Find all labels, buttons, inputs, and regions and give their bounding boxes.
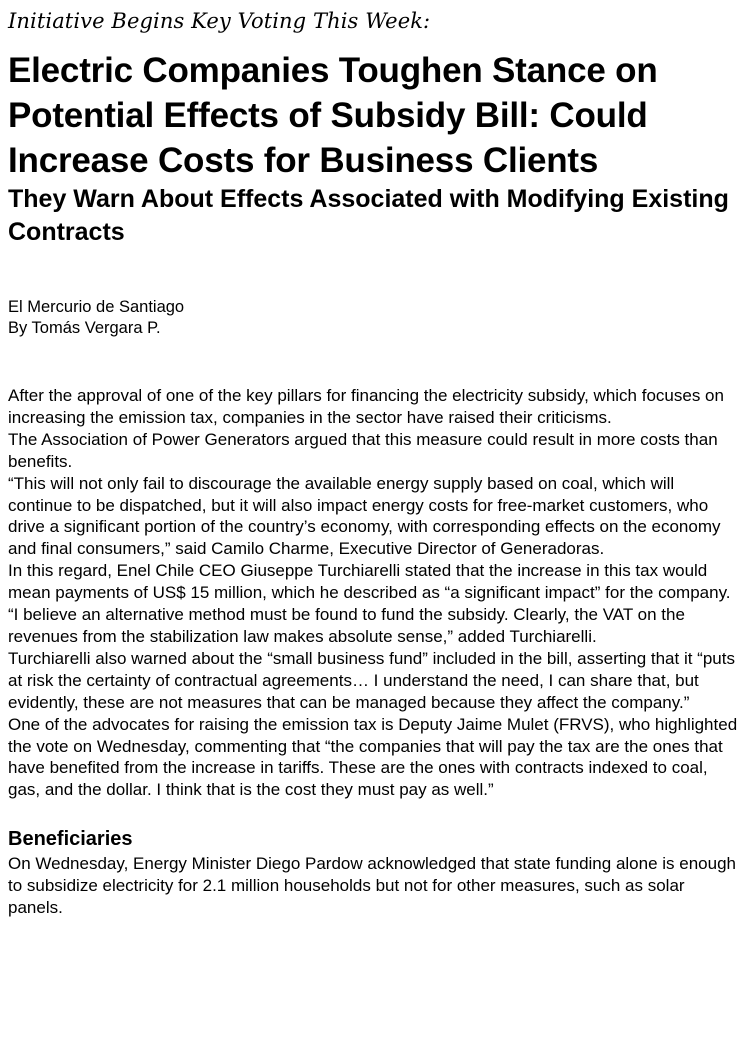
body-paragraph: One of the advocates for raising the emission tax is Deputy Jaime Mulet (FRVS), who highlighted the vote on Wednesday, commenting that “the companies that will pay the tax are the ones that have benefited from the increase in tariffs. These are the ones with contracts indexed to coal, gas, and the dollar. I think that is the cost they must pay as well.” xyxy=(8,714,738,800)
author-name: By Tomás Vergara P. xyxy=(8,319,161,337)
body-paragraph: “This will not only fail to discourage the available energy supply based on coal, which will continue to be dispatched, but it will also impact energy costs for free-market customers, who drive a significant portion of the country’s economy, with corresponding effects on the economy and final consumers,” said Camilo Charme, Executive Director of Generadoras. xyxy=(8,473,721,559)
body-paragraph: In this regard, Enel Chile CEO Giuseppe Turchiarelli stated that the increase in this tax would mean payments of US$ 15 million, which he described as “a significant impact” for the company. xyxy=(8,561,731,603)
body-paragraph: Turchiarelli also warned about the “small business fund” included in the bill, asserting that it “puts at risk the certainty of contractual agreements… I understand the need, I can share that, but evidently, these are not measures that can be managed because they affect the company.” xyxy=(8,648,735,712)
article-subheadline: They Warn About Effects Associated with Modifying Existing Contracts xyxy=(8,185,729,246)
byline xyxy=(8,297,742,339)
body-paragraph: After the approval of one of the key pillars for financing the electricity subsidy, which focuses on increasing the emission tax, companies in the sector have raised their criticisms. xyxy=(8,386,724,427)
publication-source: El Mercurio de Santiago xyxy=(8,298,185,316)
article-headline: Electric Companies Toughen Stance on Potential Effects of Subsidy Bill: Could Increase Costs for Business Clients xyxy=(8,51,658,180)
section-paragraph: On Wednesday, Energy Minister Diego Pardow acknowledged that state funding alone is enough to subsidize electricity for 2.1 million households but not for other measures, such as solar panels. xyxy=(8,854,736,918)
body-paragraph: The Association of Power Generators argued that this measure could result in more costs than benefits. xyxy=(8,429,718,471)
body-paragraph: “I believe an alternative method must be found to fund the subsidy. Clearly, the VAT on the revenues from the stabilization law makes absolute sense,” added Turchiarelli. xyxy=(8,605,685,646)
section-heading: Beneficiaries xyxy=(8,828,133,851)
article-kicker: Initiative Begins Key Voting This Week: xyxy=(8,9,431,33)
article-body xyxy=(8,385,742,919)
